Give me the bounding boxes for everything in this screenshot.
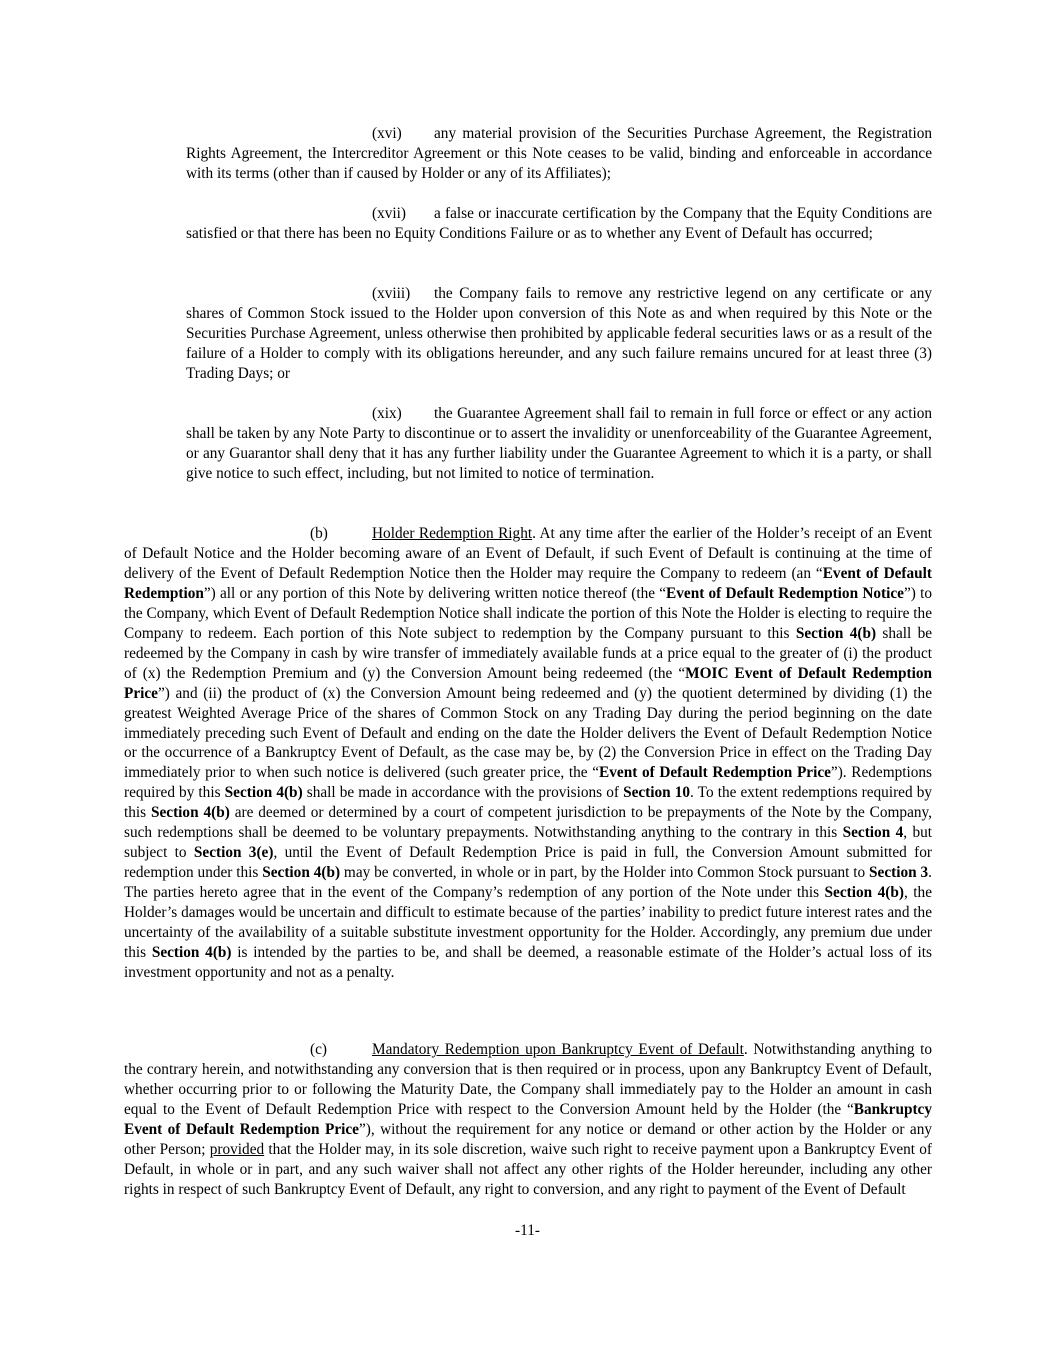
page-number: -11- (515, 1222, 540, 1239)
section-reference: Section 3(e) (193, 844, 274, 862)
clause-label: (xvii) (372, 205, 406, 222)
clause-xix (186, 404, 932, 484)
section-label: (c) (310, 1041, 327, 1058)
clause-label: (xvi) (372, 125, 402, 142)
defined-term: Event of Default Redemption (124, 564, 932, 602)
text-run: ”). Redemptions required by this (124, 764, 933, 802)
text-run: are deemed or determined by a court of competent jurisdiction to be prepayments of the Note by the Company, such redemptions shall be deemed to be voluntary prepayments. Notwithstanding anything to the contrary in this (124, 804, 932, 842)
section-reference: Section 3 (869, 864, 929, 882)
section-reference: Section 4(b) (151, 944, 232, 962)
defined-term: Bankruptcy Event of Default Redemption Price (124, 1100, 932, 1138)
defined-term: Event of Default Redemption Notice (666, 584, 904, 602)
text-run: . At any time after the earlier of the Holder’s receipt of an Event of Default Notice and the Holder becoming aware of an Event of Default, if such Event of Default is continuing at the time of delivery of the Event of Default Redemption Notice then the Holder may require the Company to redeem (an “ (124, 525, 932, 582)
defined-term: Event of Default Redemption Price (599, 764, 831, 782)
clause-text: the Guarantee Agreement shall fail to remain in full force or effect or any action shall be taken by any Note Party to discontinue or to assert the invalidity or unenforceability of the Guarantee Agreement, or any Guarantor shall deny that it has any further liability under the Guarantee Agreement to which it is a party, or shall give notice to such effect, including, but not limited to notice of termination. (186, 405, 932, 482)
section-reference: Section 10 (623, 784, 691, 802)
text-run: , until the Event of Default Redemption Price is paid in full, the Conversion Amount submitted for redemption under this (124, 844, 932, 882)
text-run: ”) all or any portion of this Note by delivering written notice thereof (the “ (203, 584, 667, 602)
clause-text: the Company fails to remove any restrictive legend on any certificate or any shares of Common Stock issued to the Holder upon conversion of this Note as and when required by this Note or the Securities Purchase Agreement, unless otherwise then prohibited by applicable federal securities laws or as a result of the failure of a Holder to comply with its obligations hereunder, and any such failure remains uncured for at least three (3) Trading Days; or (186, 285, 932, 382)
text-run: , but subject to (124, 824, 932, 862)
clause-label: (xviii) (372, 285, 411, 302)
section-b-holder-redemption-right (124, 524, 932, 983)
text-run: ”) to the Company, which Event of Default Redemption Notice shall indicate the portion of this Note the Holder is electing to require the Company to redeem. Each portion of this Note subject to redemption by the Company pursuant to this (124, 584, 932, 642)
clause-xvi (186, 124, 932, 184)
defined-term: MOIC Event of Default Redemption Price (124, 664, 932, 702)
section-reference: Section 4 (842, 824, 904, 842)
section-reference: Section 4(b) (150, 804, 230, 822)
section-label: (b) (310, 525, 328, 542)
text-run: shall be redeemed by the Company in cash by wire transfer of immediately available funds at a price equal to the greater of (i) the product of (x) the Redemption Premium and (y) the Conversion Amount being redeemed (the “ (124, 624, 933, 682)
text-run: ”) and (ii) the product of (x) the Conversion Amount being redeemed and (y) the quotient determined by dividing (1) the greatest Weighted Average Price of the shares of Common Stock on any Trading Day during the period beginning on the date immediately preceding such Event of Default and ending on the date the Holder delivers the Event of Default Redemption Notice or the occurrence of a Bankruptcy Event of Default, as the case may be, by (2) the Conversion Price in effect on the Trading Day immediately prior to when such notice is delivered (such greater price, the “ (124, 684, 932, 782)
text-run: . To the extent redemptions required by this (124, 784, 932, 822)
text-run: ”), without the requirement for any notice or demand or other action by the Holder or any other Person; (124, 1120, 933, 1158)
text-run: may be converted, in whole or in part, by the Holder into Common Stock pursuant to (340, 864, 870, 882)
text-run: , the Holder’s damages would be uncertain and difficult to estimate because of the parties’ inability to predict future interest rates and the uncertainty of the availability of a suitable substitute investment opportunity for the Holder. Accordingly, any premium due under this (124, 884, 932, 962)
text-run: . Notwithstanding anything to the contrary herein, and notwithstanding any conversion that is then required or in process, upon any Bankruptcy Event of Default, whether occurring prior to or following the Maturity Date, the Company shall immediately pay to the Holder an amount in cash equal to the Event of Default Redemption Price with respect to the Conversion Amount held by the Holder (the “ (124, 1041, 932, 1118)
text-run: . The parties hereto agree that in the event of the Company’s redemption of any portion of the Note under this (124, 864, 932, 902)
clause-xvii (186, 204, 932, 244)
clause-xviii (186, 284, 932, 384)
clause-label: (xix) (372, 405, 402, 422)
section-reference: Section 4(b) (824, 884, 904, 902)
underlined-term: provided (209, 1140, 265, 1158)
text-run: that the Holder may, in its sole discretion, waive such right to receive payment upon a Bankruptcy Event of Default, in whole or in part, and any such waiver shall not affect any other rights of the Holder hereunder, including any other rights in respect of such Bankruptcy Event of Default, any right to conversion, and any right to payment of the Event of Default (124, 1140, 932, 1198)
section-c-mandatory-redemption (124, 1040, 932, 1200)
text-run: is intended by the parties to be, and shall be deemed, a reasonable estimate of the Holder’s actual loss of its investment opportunity and not as a penalty. (124, 944, 932, 981)
section-reference: Section 4(b) (795, 624, 877, 642)
section-reference: Section 4(b) (224, 784, 303, 802)
section-heading: Holder Redemption Right (372, 525, 533, 542)
clause-text: a false or inaccurate certification by the Company that the Equity Conditions are satisfied or that there has been no Equity Conditions Failure or as to whether any Event of Default has occurred; (186, 205, 932, 242)
section-reference: Section 4(b) (262, 864, 341, 882)
section-heading: Mandatory Redemption upon Bankruptcy Event of Default (372, 1041, 744, 1058)
clause-text: any material provision of the Securities Purchase Agreement, the Registration Rights Agreement, the Intercreditor Agreement or this Note ceases to be valid, binding and enforceable in accordance with its terms (other than if caused by Holder or any of its Affiliates); (186, 125, 932, 182)
text-run: shall be made in accordance with the provisions of (302, 784, 624, 802)
